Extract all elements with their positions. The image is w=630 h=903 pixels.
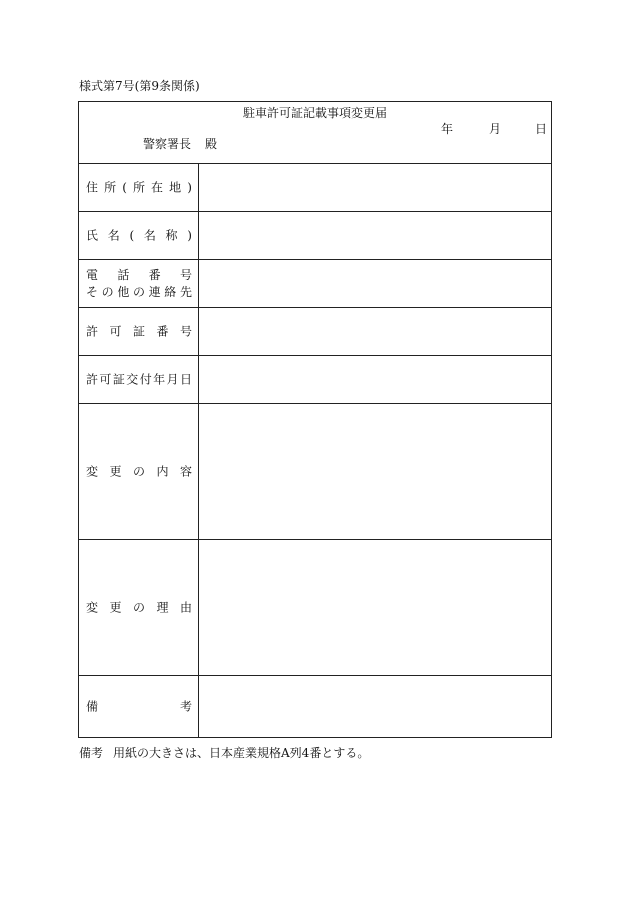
form-table: [78, 101, 552, 738]
label-cell: [79, 164, 199, 211]
form-title: 駐車許可証記載事項変更届: [242, 106, 387, 120]
label-char: 他: [117, 284, 130, 299]
label-char: 年: [153, 372, 166, 386]
label-char: 証: [132, 324, 145, 338]
label-char: 更: [109, 464, 122, 478]
label-char: 話: [117, 267, 130, 282]
phone-field[interactable]: [199, 260, 551, 307]
label-char: 連: [148, 284, 161, 299]
label-line: [86, 371, 192, 388]
address-field[interactable]: [199, 164, 551, 211]
label-char: 容: [179, 464, 192, 478]
label-char: 考: [179, 699, 192, 713]
label-char: 名: [107, 228, 120, 242]
row-label: [86, 599, 192, 616]
name-field[interactable]: [199, 212, 551, 259]
row-label: [86, 267, 192, 301]
label-cell: [79, 308, 199, 355]
label-char: 番: [156, 324, 169, 338]
label-char: 更: [109, 600, 122, 614]
label-line: [86, 284, 192, 301]
label-char: (: [122, 180, 127, 194]
row-issue-date: [79, 355, 551, 403]
label-char: 月: [166, 372, 179, 386]
row-label: [86, 227, 192, 244]
label-char: 在: [151, 180, 164, 194]
label-char: 許: [86, 372, 99, 386]
label-char: 電: [86, 267, 99, 282]
addressee-honorific: 殿: [205, 137, 218, 151]
label-cell: [79, 676, 199, 737]
label-char: 可: [109, 324, 122, 338]
permit-no-field[interactable]: [199, 308, 551, 355]
row-label: [86, 323, 192, 340]
label-cell: [79, 540, 199, 675]
label-line: [86, 463, 192, 480]
label-char: 称: [165, 228, 178, 242]
label-cell: [79, 356, 199, 403]
label-line: [86, 179, 192, 196]
label-char: 先: [179, 284, 192, 299]
label-char: そ: [86, 284, 99, 299]
label-char: (: [129, 228, 135, 242]
label-char: 名: [143, 228, 156, 242]
label-char: 号: [179, 324, 192, 338]
footnote-label: 備考: [79, 746, 104, 760]
form-code: 様式第7号(第9条関係): [79, 79, 200, 93]
label-char: 住: [86, 180, 99, 194]
label-line: [86, 267, 192, 284]
addressee: [143, 137, 217, 151]
label-char: 号: [179, 267, 192, 282]
change-content-field[interactable]: [199, 404, 551, 539]
label-char: の: [132, 284, 145, 299]
date-year-label: 年: [441, 122, 454, 136]
label-cell: [79, 404, 199, 539]
label-char: の: [101, 284, 114, 299]
row-label: [86, 371, 192, 388]
label-char: ): [187, 228, 192, 242]
label-char: 氏: [86, 228, 99, 242]
form-header: [79, 102, 551, 163]
label-char: 所: [104, 180, 117, 194]
row-address: [79, 163, 551, 211]
label-char: 番: [148, 267, 161, 282]
label-char: 証: [112, 372, 125, 386]
label-line: [86, 599, 192, 616]
row-remarks: [79, 675, 551, 737]
row-label: [86, 179, 192, 196]
row-change-reason: [79, 539, 551, 675]
row-label: [86, 463, 192, 480]
label-line: [86, 227, 192, 244]
label-char: の: [132, 600, 145, 614]
label-char: 由: [179, 600, 192, 614]
remarks-field[interactable]: [199, 676, 551, 737]
row-permit-no: [79, 307, 551, 355]
label-line: [86, 323, 192, 340]
label-char: 地: [169, 180, 182, 194]
label-char: 付: [139, 372, 152, 386]
label-cell: [79, 260, 199, 307]
addressee-title: 警察署長: [143, 137, 192, 151]
label-char: 所: [132, 180, 145, 194]
label-char: 理: [156, 600, 169, 614]
row-label: [86, 698, 192, 715]
label-char: 変: [86, 600, 99, 614]
issue-date-field[interactable]: [199, 356, 551, 403]
label-line: [86, 698, 192, 715]
label-char: 許: [86, 324, 99, 338]
footnote: [79, 746, 369, 760]
row-name: [79, 211, 551, 259]
label-cell: [79, 212, 199, 259]
date-month-label: 月: [489, 122, 502, 136]
label-char: の: [132, 464, 145, 478]
label-char: 変: [86, 464, 99, 478]
label-char: ): [187, 180, 192, 194]
label-char: 日: [179, 372, 192, 386]
change-reason-field[interactable]: [199, 540, 551, 675]
row-phone: [79, 259, 551, 307]
label-char: 交: [126, 372, 139, 386]
footnote-text: 用紙の大きさは、日本産業規格A列4番とする。: [113, 746, 370, 760]
label-char: 可: [99, 372, 112, 386]
label-char: 内: [156, 464, 169, 478]
label-char: 備: [86, 699, 99, 713]
label-char: 絡: [164, 284, 177, 299]
row-change-content: [79, 403, 551, 539]
date-day-label: 日: [535, 122, 548, 136]
